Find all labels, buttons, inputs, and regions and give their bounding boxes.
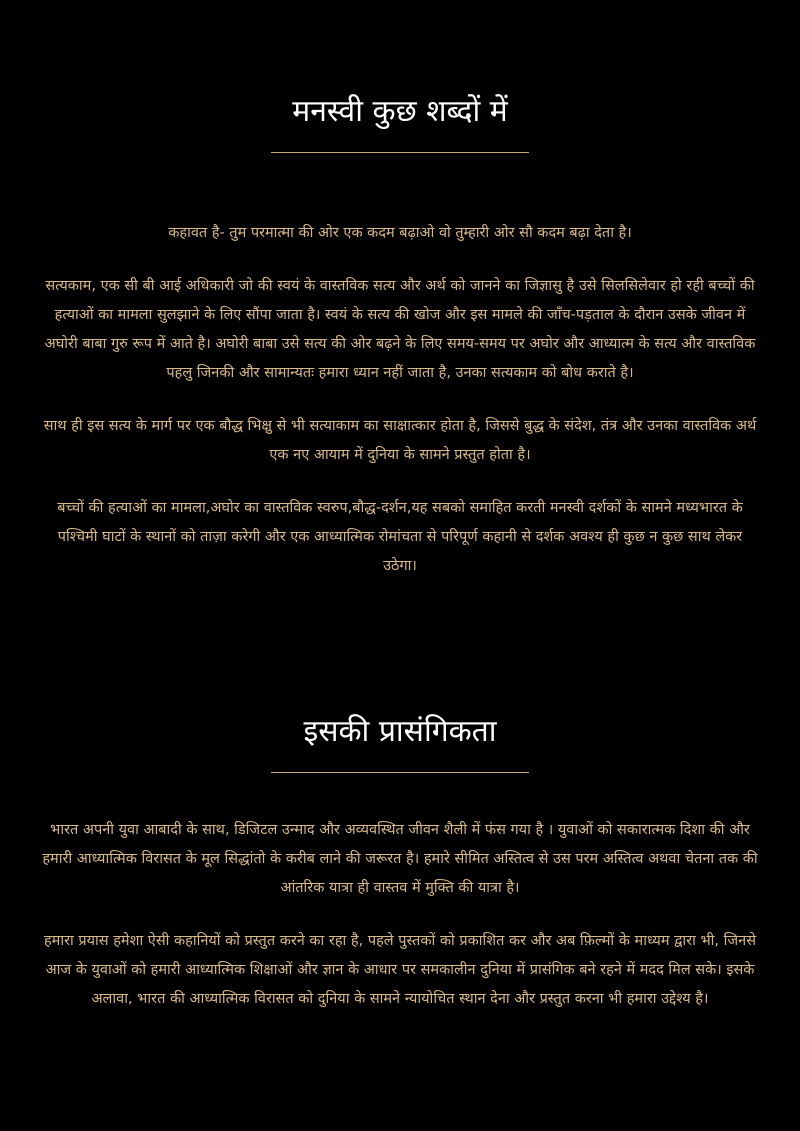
paragraph: बच्चों की हत्याओं का मामला,अघोर का वास्तविक स्वरुप,बौद्ध-दर्शन,यह सबको समाहित करती मनस्वी दर्शकों के सामने मध्यभारत के पश्चिमी घाटों के स्थानों को ताज़ा करेगी और एक आध्यात्मिक रोमांचता से परिपूर्ण कहानी से दर्शक अवश्य ही कुछ न कुछ साथ लेकर उठेगा। — [57, 500, 743, 574]
title-divider — [271, 152, 529, 153]
section-title: इसकी प्रासंगिकता — [303, 714, 497, 749]
paragraph: कहावत है- तुम परमात्मा की ओर एक कदम बढ़ाओ वो तुम्हारी ओर सौ कदम बढ़ा देता है। — [168, 225, 632, 241]
paragraph: हमारा प्रयास हमेशा ऐसी कहानियों को प्रस्तुत करने का रहा है, पहले पुस्तकों को प्रकाशित कर और अब फ़िल्मों के माध्यम द्वारा भी, जिनसे आज के युवाओं को हमारी आध्यात्मिक शिक्षाओं और ज्ञान के आधार पर समकालीन दुनिया में प्रासंगिक बने रहने में मदद मिल सके। इसके अलावा, भारत की आध्यात्मिक विरासत को दुनिया के सामने न्यायोचित स्थान देना और प्रस्तुत करना भी हमारा उद्देश्य है। — [43, 933, 757, 1007]
paragraph: सत्यकाम, एक सी बी आई अधिकारी जो की स्वयं के वास्तविक सत्य और अर्थ को जानने का जिज्ञासु है उसे सिलसिलेवार हो रही बच्चों की हत्याओं का मामला सुलझाने के लिए सौंपा जाता है। स्वयं के सत्य की खोज और इस मामले की जाँच-पड़ताल के दौरान उसके जीवन में अघोरी बाबा गुरु रूप में आते है। अघोरी बाबा उसे सत्य की ओर बढ़ने के लिए समय-समय पर अघोर और आध्यात्म के सत्य और वास्तविक पहलु जिनकी और सामान्यतः हमारा ध्यान नहीं जाता है, उनका सत्यकाम को बोध कराते है। — [44, 278, 756, 381]
section-in-a-few-words — [0, 92, 800, 581]
section-title: मनस्वी कुछ शब्दों में — [292, 94, 508, 129]
title-divider — [271, 772, 529, 773]
section-relevance — [0, 712, 800, 1014]
paragraph: भारत अपनी युवा आबादी के साथ, डिजिटल उन्माद और अव्यवस्थित जीवन शैली में फंस गया है । युवाओं को सकारात्मक दिशा की और हमारी आध्यात्मिक विरासत के मूल सिद्धांतो के करीब लाने की जरूरत है। हमारे सीमित अस्तित्व से उस परम अस्तित्व अथवा चेतना तक की आंतरिक यात्रा ही वास्तव में मुक्ति की यात्रा है। — [42, 822, 758, 896]
paragraph: साथ ही इस सत्य के मार्ग पर एक बौद्ध भिक्षु से भी सत्याकाम का साक्षात्कार होता है, जिससे बुद्ध के संदेश, तंत्र और उनका वास्तविक अर्थ एक नए आयाम में दुनिया के सामने प्रस्तुत होता है। — [43, 418, 757, 463]
